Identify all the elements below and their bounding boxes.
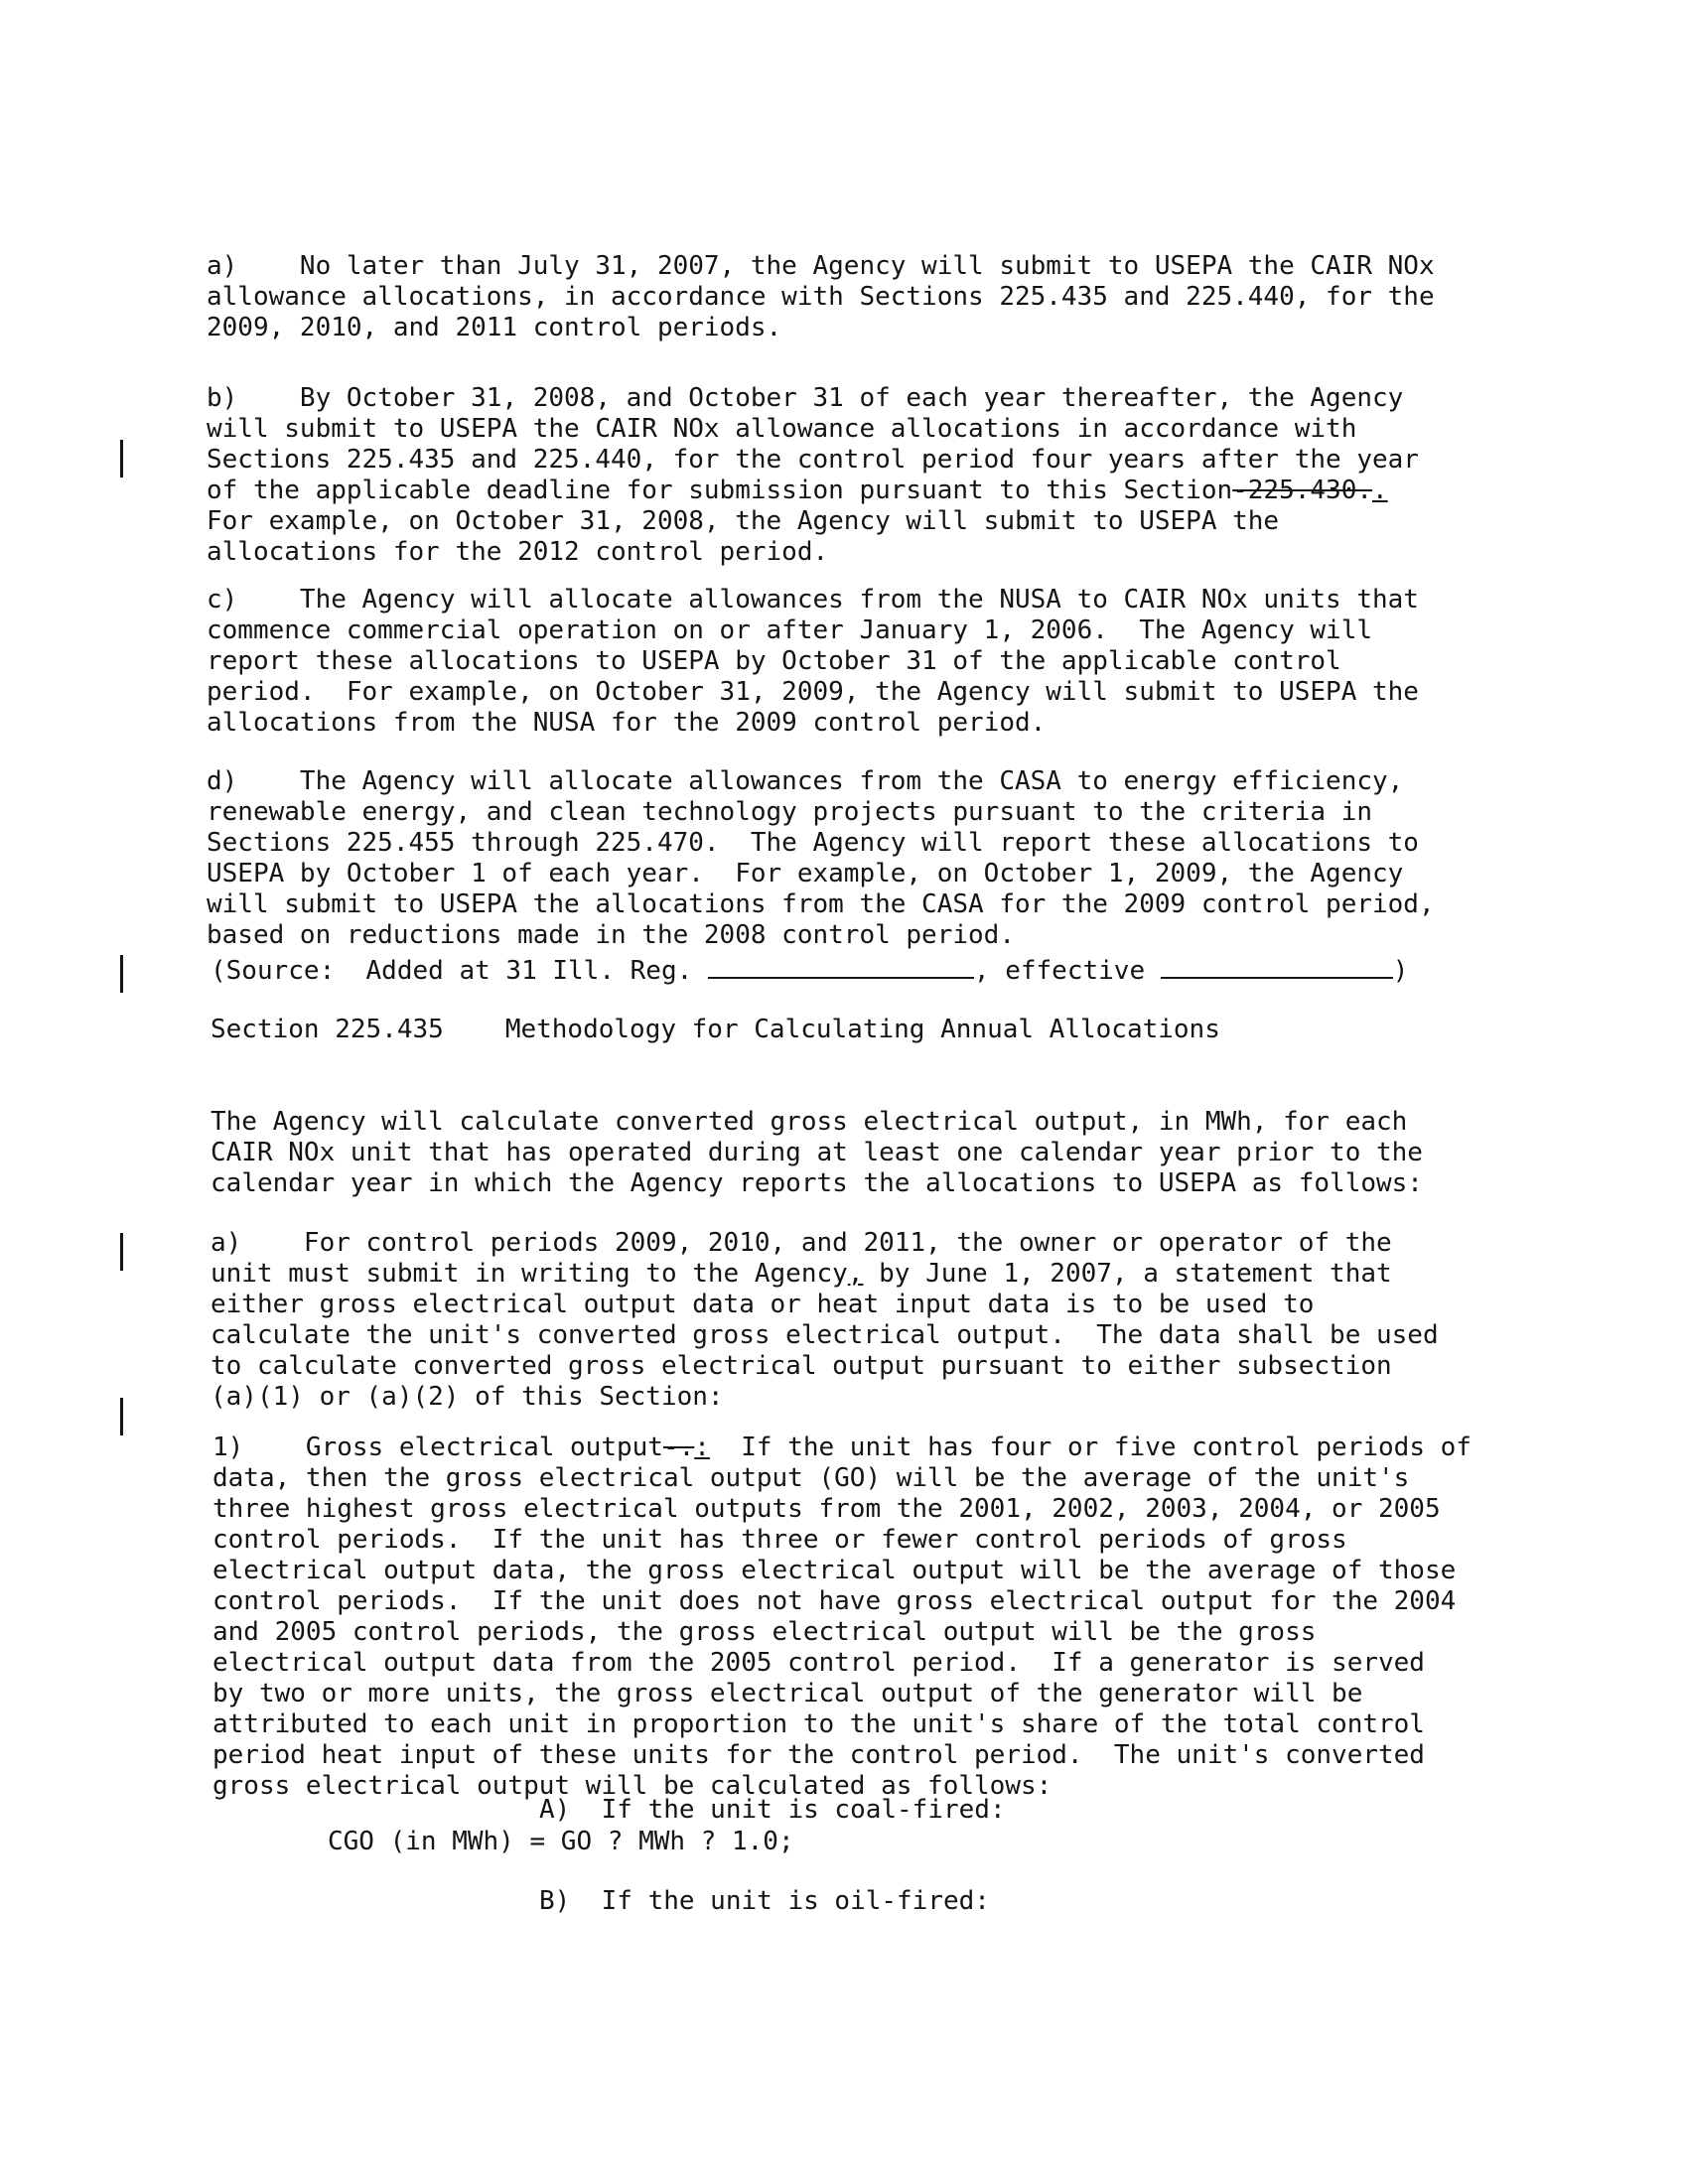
text-line: control periods. If the unit has three or fewer control periods of gross: [212, 1525, 1347, 1555]
formula-b-label: [539, 1886, 1684, 1917]
text-line: CAIR NOx unit that has operated during at least one calendar year prior to the: [210, 1138, 1423, 1167]
text-line: by two or more units, the gross electrical output of the generator will be: [212, 1679, 1363, 1708]
text-line: allocations from the NUSA for the 2009 control period.: [207, 708, 1047, 738]
text-line: and 2005 control periods, the gross electrical output will be the gross: [212, 1617, 1317, 1647]
text-line: period. For example, on October 31, 2009, the Agency will submit to USEPA the: [207, 677, 1419, 707]
section-intro: [210, 1076, 1541, 1199]
source-prefix: (Source: Added at 31 Ill. Reg.: [210, 956, 708, 986]
text-line: gross electrical output will be calculated as follows:: [212, 1771, 1052, 1801]
paragraph-a-control-periods: [210, 1197, 1541, 1413]
formula-a-equation: [328, 1827, 1658, 1857]
text-line: data, then the gross electrical output (GO) will be the average of the unit's: [212, 1463, 1410, 1493]
text-line: For example, on October 31, 2008, the Agency will submit to USEPA the: [207, 506, 1280, 536]
formula-a-label-text: A) If the unit is coal-fired:: [539, 1795, 1006, 1825]
text-line: 1) Gross electrical output: [212, 1433, 663, 1462]
section-heading: [210, 1015, 1541, 1045]
revision-bar: [120, 440, 123, 478]
section-number: Section 225.435: [210, 1015, 444, 1044]
text-line: period heat input of these units for the control period. The unit's converted: [212, 1740, 1425, 1770]
source-effective: , effective: [973, 956, 1161, 986]
text-line: control periods. If the unit does not have gross electrical output for the 2004: [212, 1586, 1457, 1616]
deleted-text: -.: [662, 1433, 695, 1462]
text-line: b) By October 31, 2008, and October 31 of each year thereafter, the Agency: [207, 383, 1404, 413]
text-line: based on reductions made in the 2008 control period.: [207, 920, 1015, 950]
source-suffix: ): [1392, 956, 1409, 986]
text-line: The Agency will calculate converted gross electrical output, in MWh, for each: [210, 1107, 1408, 1137]
text-line: three highest gross electrical outputs from the 2001, 2002, 2003, 2004, or 2005: [212, 1494, 1441, 1524]
text-line: allowance allocations, in accordance with Sections 225.435 and 225.440, for the: [207, 282, 1435, 312]
text-line: will submit to USEPA the CAIR NOx allowance allocations in accordance with: [207, 414, 1357, 444]
revision-bar: [120, 1233, 123, 1271]
effective-date-blank: [1161, 953, 1393, 979]
text-line: renewable energy, and clean technology projects pursuant to the criteria in: [207, 797, 1372, 827]
revision-bar: [120, 1398, 123, 1435]
paragraph-1-gross-electrical-output: [212, 1402, 1543, 1802]
text-line: of the applicable deadline for submission pursuant to this Section: [207, 476, 1233, 505]
text-line: (a)(1) or (a)(2) of this Section:: [210, 1382, 724, 1412]
text-line: c) The Agency will allocate allowances from the NUSA to CAIR NOx units that: [207, 585, 1419, 614]
formula-a-label: [539, 1795, 1684, 1826]
inserted-text: .: [1372, 476, 1388, 505]
paragraph-d-casa-allocations: [207, 736, 1537, 951]
deleted-text: -225.430.: [1232, 476, 1373, 505]
text-line: electrical output data, the gross electrical output will be the average of those: [212, 1556, 1457, 1585]
text-line: electrical output data from the 2005 control period. If a generator is served: [212, 1648, 1425, 1678]
text-line: Sections 225.455 through 225.470. The Agency will report these allocations to: [207, 828, 1419, 858]
text-line: 2009, 2010, and 2011 control periods.: [207, 313, 782, 342]
text-line: to calculate converted gross electrical output pursuant to either subsection: [210, 1351, 1392, 1381]
text-line: by June 1, 2007, a statement that: [863, 1259, 1392, 1289]
revision-bar: [120, 955, 123, 993]
text-line: calculate the unit's converted gross electrical output. The data shall be used: [210, 1320, 1439, 1350]
text-line: either gross electrical output data or heat input data is to be used to: [210, 1290, 1315, 1319]
inserted-text: ,: [847, 1259, 864, 1289]
section-title: Methodology for Calculating Annual Allocations: [504, 1015, 1220, 1044]
formula-b-label-text: B) If the unit is oil-fired:: [539, 1886, 990, 1916]
paragraph-c-nusa-allocations: [207, 554, 1537, 739]
text-line: unit must submit in writing to the Agency: [210, 1259, 848, 1289]
text-line: a) For control periods 2009, 2010, and 2011, the owner or operator of the: [210, 1228, 1392, 1258]
text-line: attributed to each unit in proportion to the unit's share of the total control: [212, 1709, 1425, 1739]
text-line: calendar year in which the Agency reports the allocations to USEPA as follows:: [210, 1168, 1423, 1198]
text-line: commence commercial operation on or after January 1, 2006. The Agency will: [207, 615, 1372, 645]
text-line: a) No later than July 31, 2007, the Agency will submit to USEPA the CAIR NOx: [207, 251, 1435, 281]
paragraph-b-allocations-annual: [207, 352, 1537, 568]
text-line: will submit to USEPA the allocations from the CASA for the 2009 control period,: [207, 889, 1435, 919]
formula-a-equation-text: CGO (in MWh) = GO ? MWh ? 1.0;: [328, 1827, 794, 1856]
text-line: USEPA by October 1 of each year. For example, on October 1, 2009, the Agency: [207, 859, 1404, 888]
text-line: d) The Agency will allocate allowances from the CASA to energy efficiency,: [207, 766, 1404, 796]
text-line: Sections 225.435 and 225.440, for the control period four years after the year: [207, 445, 1419, 475]
text-line: If the unit has four or five control periods of: [709, 1433, 1472, 1462]
paragraph-a-allocations-2007: [207, 220, 1537, 343]
text-line: allocations for the 2012 control period.: [207, 537, 829, 567]
inserted-text: :: [694, 1433, 710, 1462]
source-note: [210, 953, 1541, 987]
register-blank: [708, 953, 974, 979]
text-line: report these allocations to USEPA by October 31 of the applicable control: [207, 646, 1341, 676]
